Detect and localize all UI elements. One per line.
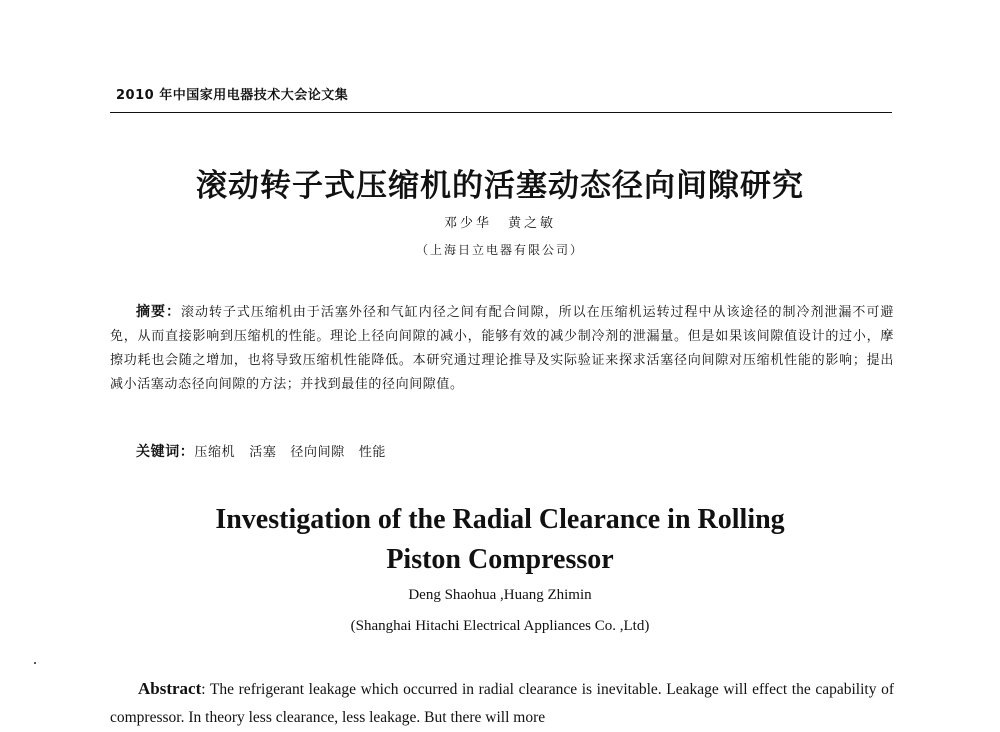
header-rule: [110, 112, 892, 113]
abstract-chinese-text: 滚动转子式压缩机由于活塞外径和气缸内径之间有配合间隙，所以在压缩机运转过程中从该途径的制冷剂泄漏不可避免，从而直接影响到压缩机的性能。理论上径向间隙的减小，能够有效的减少制冷剂的泄漏量。但是如果该间隙值设计的过小，摩擦功耗也会随之增加，也将导致压缩机性能降低。本研究通过理论推导及实际验证来探求活塞径向间隙对压缩机性能的影响；提出减小活塞动态径向间隙的方法；并找到最佳的径向间隙值。: [110, 305, 894, 392]
abstract-english-label: Abstract: [138, 679, 202, 698]
abstract-english: [110, 675, 894, 732]
keyword: 活塞: [249, 445, 277, 460]
running-header: 2010 年中国家用电器技术大会论文集: [116, 88, 349, 103]
paper-title-chinese: 滚动转子式压缩机的活塞动态径向间隙研究: [196, 168, 804, 204]
abstract-english-text: : The refrigerant leakage which occurred in radial clearance is inevitable. Leakage will effect the capability of compressor. In theory less clearance, less leakage. But there will more: [110, 681, 894, 726]
title-english-line-2: Piston Compressor: [386, 544, 614, 575]
paper-title-english: [0, 500, 1000, 580]
keyword: 性能: [358, 445, 387, 460]
abstract-chinese: [110, 300, 894, 397]
keyword: 压缩机: [194, 445, 236, 460]
authors-english: Deng Shaohua ,Huang Zhimin: [408, 587, 592, 603]
affiliation-chinese: （上海日立电器有限公司）: [415, 243, 584, 257]
scan-speck: [34, 662, 36, 664]
authors-chinese: 邓少华 黄之敏: [443, 216, 556, 231]
title-english-line-1: Investigation of the Radial Clearance in Rolling: [215, 504, 785, 535]
affiliation-english: (Shanghai Hitachi Electrical Appliances Co. ,Ltd): [350, 618, 650, 634]
keywords-label: 关键词：: [136, 444, 195, 460]
keywords-chinese: [136, 441, 400, 461]
keyword: 径向间隙: [290, 445, 345, 460]
abstract-chinese-label: 摘要：: [136, 304, 181, 320]
